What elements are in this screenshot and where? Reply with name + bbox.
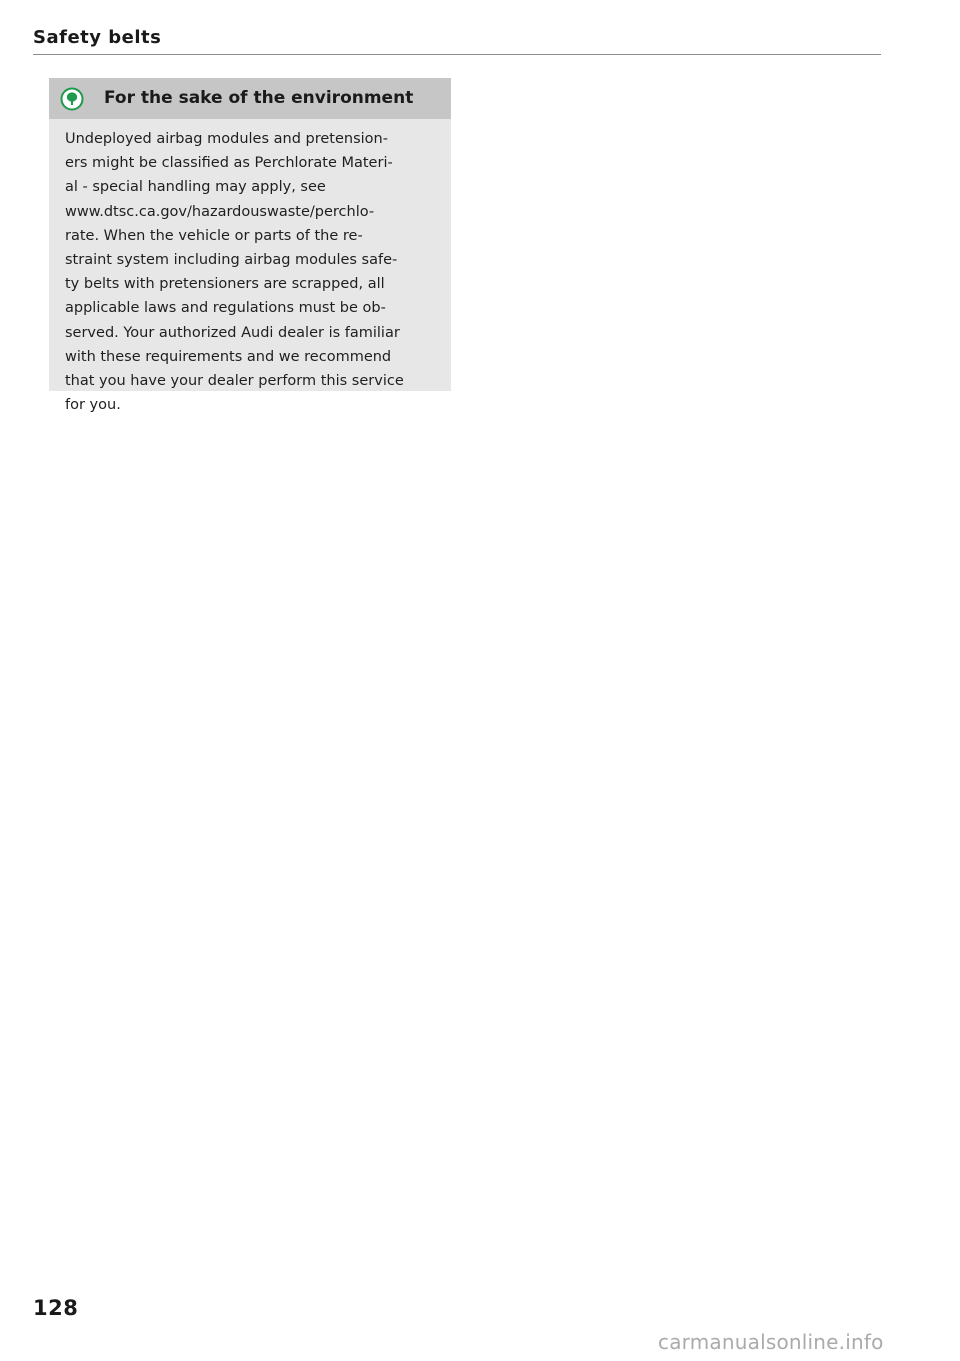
watermark: carmanualsonline.info — [658, 1330, 884, 1354]
environment-note-text — [65, 127, 451, 417]
environment-note-title: For the sake of the environment — [104, 88, 414, 108]
text-line: served. Your authorized Audi dealer is familiar — [65, 324, 400, 341]
text-line: for you. — [65, 397, 121, 414]
text-line: applicable laws and regulations must be ob- — [65, 300, 386, 317]
tree-environment-icon — [60, 87, 84, 111]
text-line: al - special handling may apply, see — [65, 179, 326, 196]
text-line: that you have your dealer perform this service — [65, 373, 404, 390]
text-line: rate. When the vehicle or parts of the re- — [65, 227, 363, 244]
text-line: www.dtsc.ca.gov/hazardouswaste/perchlo- — [65, 203, 375, 220]
text-line: ers might be classified as Perchlorate Materi- — [65, 155, 393, 172]
section-header — [33, 24, 881, 55]
environment-note-box — [49, 78, 451, 414]
text-line: ty belts with pretensioners are scrapped, all — [65, 276, 385, 293]
page-number: 128 — [33, 1296, 79, 1320]
section-title: Safety belts — [33, 27, 162, 48]
text-line: with these requirements and we recommend — [65, 348, 392, 365]
text-line: straint system including airbag modules safe- — [65, 252, 398, 269]
environment-note-header — [49, 78, 451, 119]
text-line: Undeployed airbag modules and pretension- — [65, 131, 388, 147]
